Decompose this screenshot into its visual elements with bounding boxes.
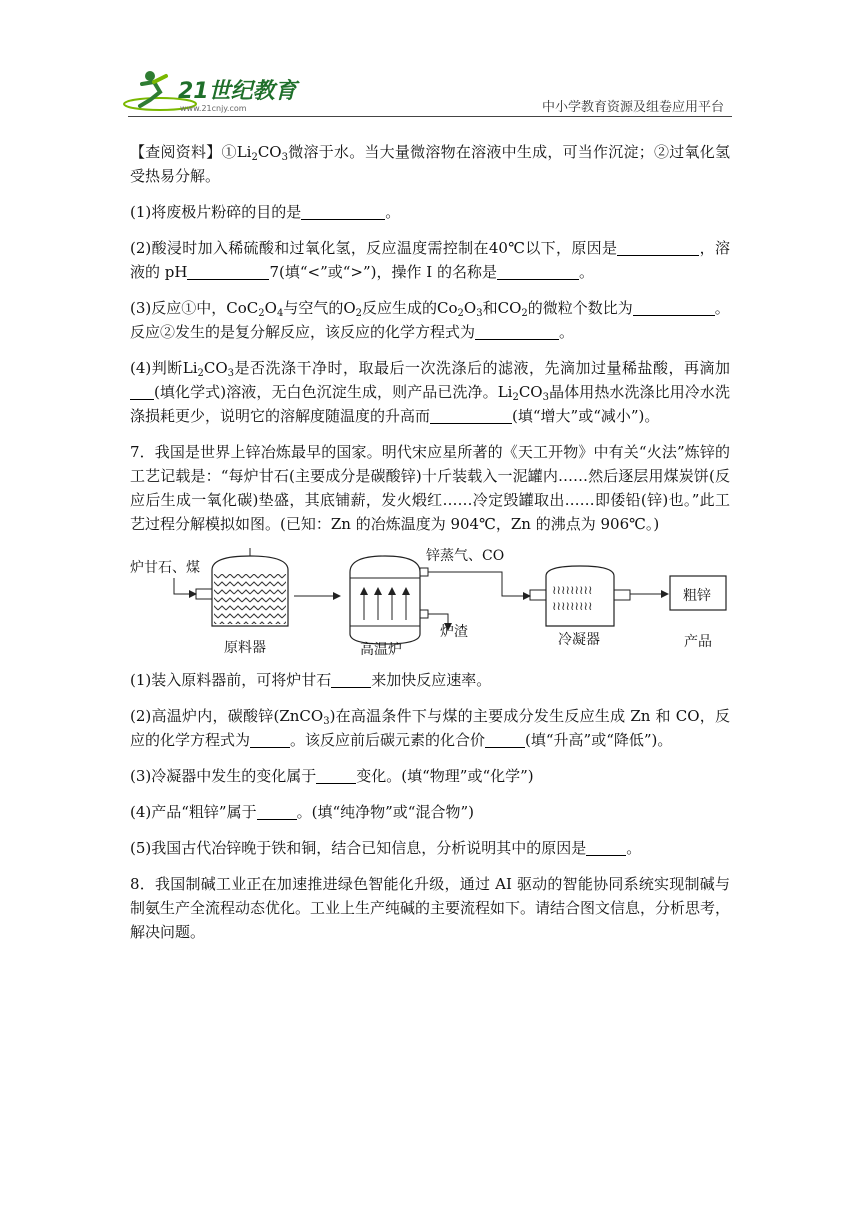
header-divider — [128, 116, 732, 117]
label-input: 炉甘石、煤 — [130, 560, 200, 576]
q7-part3: (3)冷凝器中发生的变化属于 变化。(填“物理”或“化学”) — [130, 767, 534, 785]
q6-part1: (1)将废极片粉碎的目的是 。 — [130, 203, 401, 221]
svg-text:≀≀≀≀≀≀≀≀≀: ≀≀≀≀≀≀≀≀≀ — [552, 583, 593, 597]
answer-blank[interactable] — [130, 383, 154, 400]
label-gas: 锌蒸气、CO — [426, 548, 505, 564]
q7-part2: (2)高温炉内，碳酸锌(ZnCO$_3$)在高温条件下与煤的主要成分发生反应生成 Zn 和 CO，反应的化学方程式为 。该反应前后碳元素的化合价 (填“升高”或“降低”)。 — [130, 707, 730, 749]
logo-subtext: www.21cnjy.com — [180, 104, 247, 113]
answer-blank[interactable] — [301, 203, 385, 220]
svg-text:≀≀≀≀≀≀≀≀≀: ≀≀≀≀≀≀≀≀≀ — [552, 599, 593, 613]
input-arrow — [174, 578, 196, 594]
page-header — [0, 0, 860, 120]
q7-part1: (1)装入原料器前，可将炉甘石 来加快反应速率。 — [130, 671, 492, 689]
q6-info: 【查阅资料】$①Li_2CO_3$微溶于水。当大量微溶物在溶液中生成，可当作沉淀；②过氧化氢受热易分解。 — [130, 143, 730, 185]
answer-blank[interactable] — [617, 239, 699, 256]
high-temp-furnace — [350, 556, 428, 644]
platform-name: 中小学教育资源及组卷应用平台 — [541, 100, 724, 115]
answer-blank[interactable] — [430, 407, 512, 424]
answer-blank[interactable] — [250, 731, 290, 748]
q7-intro: 7．我国是世界上锌冶炼最早的国家。明代宋应星所著的《天工开物》中有关“火法”炼锌的工艺记载是：“每炉甘石(主要成分是碳酸锌)十斤装载入一泥罐内……然后逐层用煤炭饼(反应后生成一氧化碳)垫盛，其底铺薪，发火煅红……冷定毁罐取出……即倭铅(锌)也。”此工艺过程分解模拟如图。(已知：Zn 的冶炼温度为 904℃，Zn 的沸点为 906℃。) — [130, 443, 730, 533]
label-furnace: 高温炉 — [360, 642, 402, 658]
label-condenser: 冷凝器 — [558, 632, 600, 648]
logo-text: 21世纪教育 — [178, 79, 297, 104]
logo-icon — [120, 66, 300, 116]
q6-part3: (3)反应①中，$CoC_2O_4$与空气的$O_2$反应生成的$Co_2O_3$和$CO_2$的微粒个数比为 。 反应②发生的是复分解反应，该反应的化学方程式为 。 — [130, 299, 730, 341]
label-slag: 炉渣 — [440, 624, 468, 640]
answer-blank[interactable] — [475, 323, 559, 340]
answer-blank[interactable] — [633, 299, 715, 316]
zinc-process-diagram — [130, 548, 730, 658]
answer-blank[interactable] — [316, 767, 356, 784]
answer-blank[interactable] — [497, 263, 579, 280]
answer-blank[interactable] — [485, 731, 525, 748]
raw-material-vessel — [196, 548, 288, 626]
q7-part5: (5)我国古代冶锌晚于铁和铜，结合已知信息，分析说明其中的原因是 。 — [130, 839, 642, 857]
q6-part4: (4)判断$Li_2CO_3$是否洗涤干净时，取最后一次洗涤后的滤液，先滴加过量稀盐酸，再滴加(填化学式)溶液，无白色沉淀生成，则产品已洗净。$Li_2CO_3$晶体用热水洗涤比用冷水洗涤损耗更少，说明它的溶解度随温度的升高而 (填“增大”或“减小”)。 — [130, 359, 730, 425]
q8-intro: 8．我国制碱工业正在加速推进绿色智能化升级，通过 AI 驱动的智能协同系统实现制碱与制氨生产全流程动态优化。工业上生产纯碱的主要流程如下。请结合图文信息，分析思考，解决问题。 — [130, 875, 731, 941]
label-product: 产品 — [684, 634, 712, 650]
q7-part4: (4)产品“粗锌”属于 。(填“纯净物”或“混合物”) — [130, 803, 474, 821]
label-crude-zinc: 粗锌 — [683, 588, 711, 604]
document-body — [130, 140, 730, 956]
q6-part2: (2)酸浸时加入稀硫酸和过氧化氢，反应温度需控制在40℃以下，原因是 ，溶液的 pH 7(填“<”或“>”)，操作 I 的名称是 。 — [130, 239, 730, 281]
answer-blank[interactable] — [586, 839, 626, 856]
gas-arrow — [428, 572, 530, 596]
answer-blank[interactable] — [257, 803, 297, 820]
answer-blank[interactable] — [331, 671, 371, 688]
answer-blank[interactable] — [187, 263, 269, 280]
condenser — [530, 566, 630, 626]
label-raw-vessel: 原料器 — [224, 640, 266, 656]
